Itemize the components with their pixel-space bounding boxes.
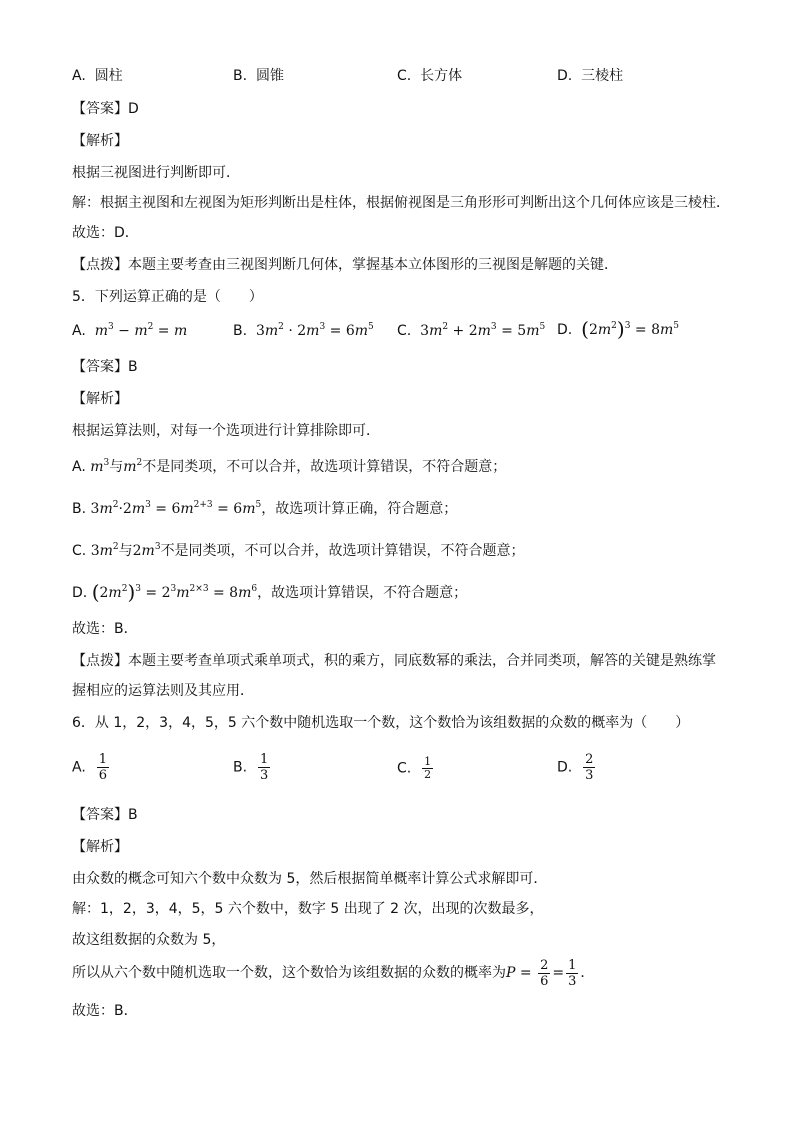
option-letter: B. (233, 68, 248, 84)
option-text: 圆柱 (94, 68, 123, 84)
option-text: 长方体 (420, 68, 463, 84)
denominator: 6 (98, 768, 107, 783)
denominator: 6 (540, 973, 549, 989)
q5-comment-line: 握相应的运算法则及其应用． (72, 683, 254, 699)
item-prefix: B. (72, 501, 91, 517)
fraction (583, 752, 595, 783)
option-formula: $(2m^2)^3 = 8m^5$ (581, 317, 679, 341)
option-letter: D. (557, 68, 573, 84)
numerator: 1 (424, 755, 432, 768)
option-letter: A. (72, 68, 86, 84)
q5-analysis-a: A. $m^3$与$m^2$不是同类项，不可以合并，故选项计算错误，不符合题意； (72, 458, 507, 475)
q6-option-a (72, 752, 111, 783)
q6-stem: 6．从 1，2，3，4，5，5 六个数中随机选取一个数，这个数恰为该组数据的众数的概率为（ ） (72, 715, 690, 731)
option-letter: A. (72, 759, 86, 776)
q4-analysis-label: 【解析】 (72, 133, 128, 149)
q6-option-b (233, 752, 272, 783)
q5-option-c (397, 322, 545, 340)
q4-option-b (233, 67, 284, 85)
option-letter: D. (557, 759, 573, 776)
numerator: 2 (540, 957, 549, 973)
option-text: 圆锥 (255, 68, 284, 84)
q5-option-d (557, 317, 679, 341)
q5-analysis-intro: 根据运算法则，对每一个选项进行计算排除即可． (72, 423, 380, 439)
item-text: ，故选项计算错误，不符合题意； (257, 585, 468, 601)
q5-conclusion: 故选：B． (72, 621, 138, 637)
numerator: 1 (568, 957, 577, 973)
item-prefix: D. (72, 585, 92, 601)
q5-option-b (233, 322, 374, 340)
q4-option-c (397, 67, 462, 85)
option-letter: A. (72, 323, 86, 339)
fraction (97, 752, 109, 783)
q5-stem: 5．下列运算正确的是（ ） (72, 289, 263, 305)
q4-option-a (72, 67, 123, 85)
q4-answer: 【答案】D (72, 101, 139, 117)
connector: 与 (118, 543, 133, 559)
item-prefix: C. (72, 543, 91, 559)
variable-p: P (506, 965, 516, 981)
q4-analysis-line: 根据三视图进行判断即可． (72, 165, 240, 181)
option-letter: C. (397, 68, 412, 84)
q6-analysis-line: 故这组数据的众数为 5， (72, 932, 226, 948)
option-formula: $3m^2 \cdot 2m^3 = 6m^5$ (255, 322, 374, 339)
fraction (422, 756, 433, 781)
q5-analysis-label: 【解析】 (72, 391, 128, 407)
q6-conclusion: 故选：B． (72, 1003, 138, 1019)
fraction (538, 958, 550, 989)
q6-probability-line: 所以从六个数中随机选取一个数，这个数恰为该组数据的众数的概率为P = $\frac{2}{6}$ = $\frac{1}{3}$ ． (72, 957, 595, 989)
sentence-text: 所以从六个数中随机选取一个数，这个数恰为该组数据的众数的概率为 (72, 965, 506, 981)
option-letter: C. (397, 323, 412, 339)
option-formula: $m^3 - m^2 = m$ (94, 322, 188, 339)
option-letter: C. (397, 760, 412, 777)
q5-comment-line: 【点拨】本题主要考查单项式乘单项式，积的乘方，同底数幂的乘法，合并同类项，解答的关键是熟练掌 (72, 653, 716, 669)
fraction (258, 752, 270, 783)
q4-analysis-line: 解：根据主视图和左视图为矩形判断出是柱体，根据俯视图是三角形形可判断出这个几何体应该是三棱柱． (72, 195, 730, 211)
q4-analysis-line: 故选：D． (72, 225, 139, 241)
item-text: 不是同类项，不可以合并，故选项计算错误，不符合题意； (160, 543, 525, 559)
q6-option-c (397, 756, 435, 781)
numerator: 1 (259, 752, 269, 767)
q5-analysis-b: B. $3m^2\cdot 2m^3 = 6m^{2+3} = 6m^5$，故选项计算正确，符合题意； (72, 500, 458, 517)
numerator: 1 (98, 752, 107, 767)
connector: 与 (109, 459, 124, 475)
option-letter: D. (557, 322, 573, 338)
item-text: ，故选项计算正确，符合题意； (261, 501, 458, 517)
q6-option-d (557, 752, 597, 783)
option-letter: B. (233, 759, 248, 776)
denominator: 2 (424, 768, 432, 781)
q6-analysis-label: 【解析】 (72, 839, 128, 855)
q5-option-a (72, 322, 187, 340)
option-letter: B. (233, 323, 248, 339)
q5-analysis-d: D. $(2m^2)^3 = 2^3m^{2\times 3} = 8m^6$，故选项计算错误，不符合题意； (72, 580, 468, 604)
denominator: 3 (568, 973, 577, 989)
q6-analysis-line: 解：1，2，3，4，5，5 六个数中，数字 5 出现了 2 次，出现的次数最多， (72, 901, 544, 917)
q4-option-d (557, 67, 623, 85)
option-text: 三棱柱 (581, 68, 624, 84)
numerator: 2 (585, 752, 594, 767)
option-formula: $3m^2 + 2m^3 = 5m^5$ (420, 322, 546, 339)
q4-comment: 【点拨】本题主要考查由三视图判断几何体，掌握基本立体图形的三视图是解题的关键． (72, 257, 618, 273)
denominator: 3 (585, 768, 594, 783)
item-text: 不是同类项，不可以合并，故选项计算错误，不符合题意； (142, 459, 507, 475)
q5-answer: 【答案】B (72, 359, 138, 375)
item-prefix: A. (72, 459, 91, 475)
q6-answer: 【答案】B (72, 807, 138, 823)
fraction (566, 958, 578, 989)
denominator: 3 (259, 768, 269, 783)
q5-analysis-c: C. $3m^2$与$2m^3$不是同类项，不可以合并，故选项计算错误，不符合题意； (72, 542, 525, 559)
q6-analysis-line: 由众数的概念可知六个数中众数为 5，然后根据简单概率计算公式求解即可． (72, 871, 548, 887)
